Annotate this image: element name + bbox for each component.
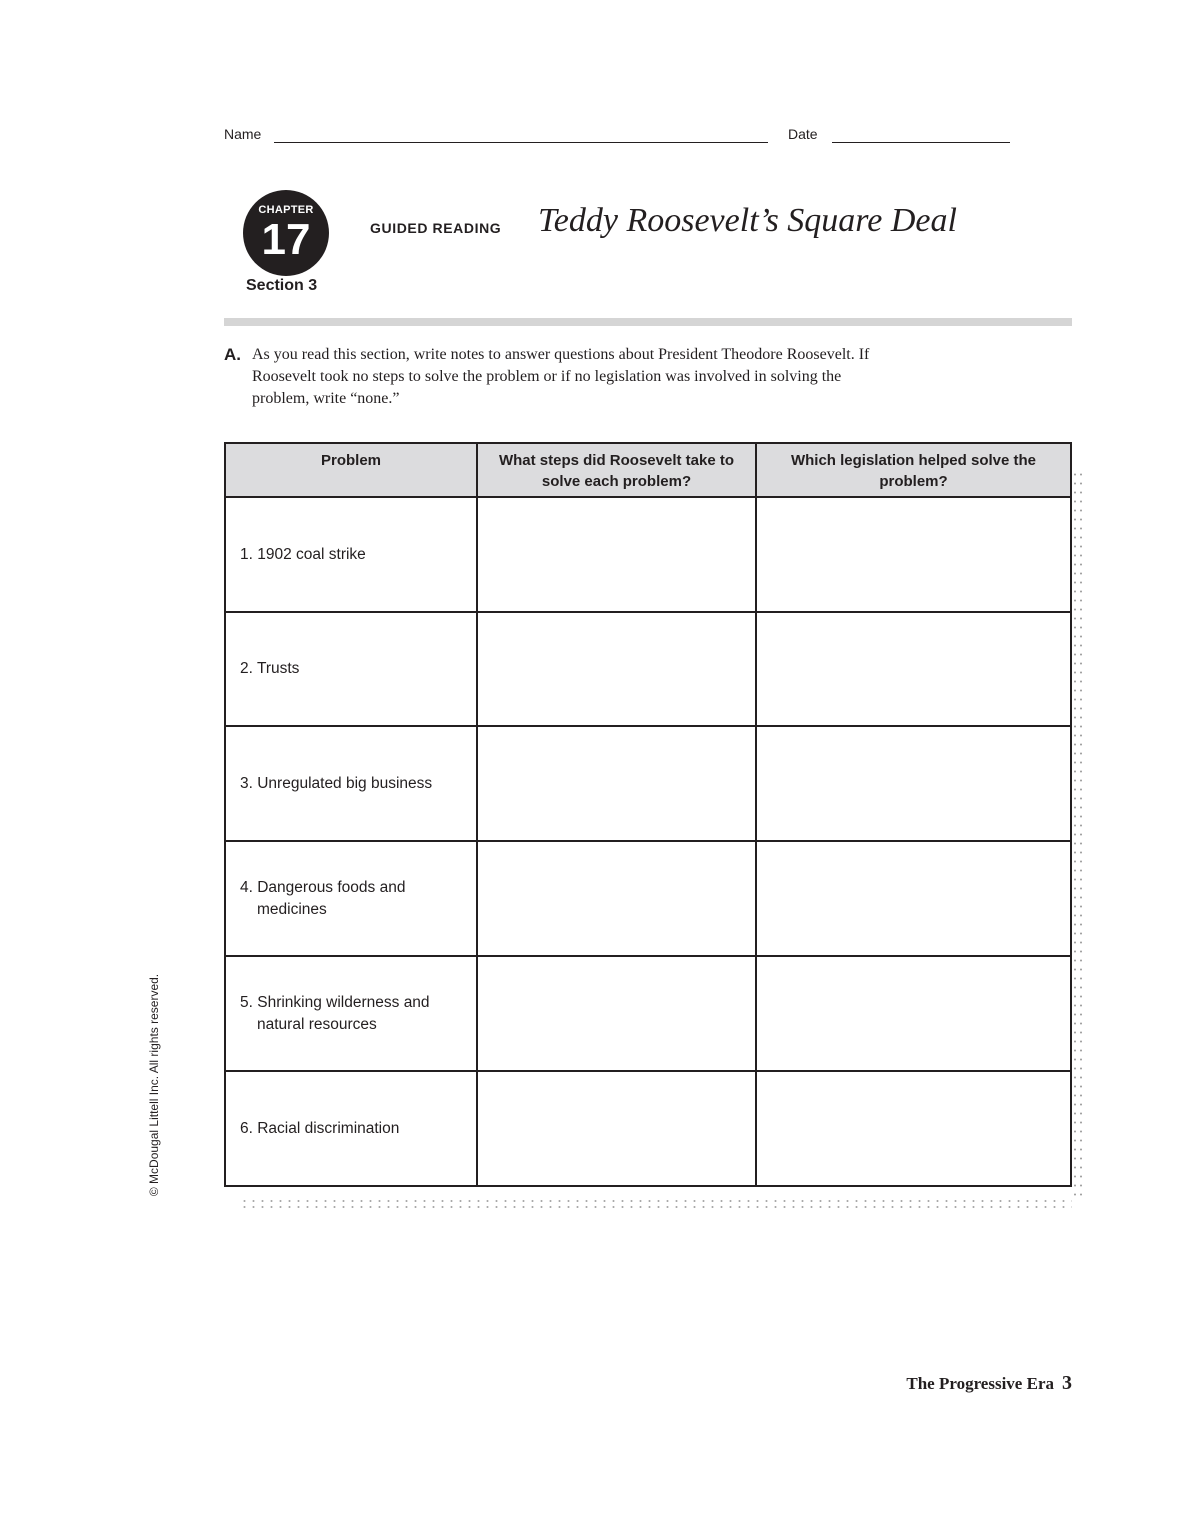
section-label: Section 3 xyxy=(246,277,318,294)
problem-label: 6. Racial discrimination xyxy=(240,1119,400,1137)
guided-reading-label: GUIDED READING xyxy=(370,220,502,236)
problem-label: 3. Unregulated big business xyxy=(240,774,433,792)
steps-cell[interactable] xyxy=(477,612,756,726)
header-legislation: Which legislation helped solve the problem? xyxy=(756,443,1071,497)
page-number: 3 xyxy=(1062,1372,1072,1394)
table-row xyxy=(225,726,1071,841)
scan-speckle-right xyxy=(1072,470,1084,1200)
problem-label: 1. 1902 coal strike xyxy=(240,545,366,563)
problem-label: 5. Shrinking wilderness and natural resources xyxy=(240,993,430,1033)
date-field[interactable] xyxy=(832,142,1010,143)
legislation-cell[interactable] xyxy=(756,1071,1071,1186)
legislation-cell[interactable] xyxy=(756,726,1071,841)
problem-label: 2. Trusts xyxy=(240,660,300,677)
name-date-row xyxy=(224,126,1014,146)
name-label: Name xyxy=(224,126,262,142)
date-label: Date xyxy=(788,126,818,142)
page-footer xyxy=(906,1372,1072,1395)
scan-speckle-bottom xyxy=(240,1198,1072,1210)
steps-cell[interactable] xyxy=(477,841,756,956)
table-row xyxy=(225,841,1071,956)
notes-table xyxy=(224,442,1072,1187)
chapter-badge xyxy=(243,190,329,276)
legislation-cell[interactable] xyxy=(756,956,1071,1071)
steps-cell[interactable] xyxy=(477,726,756,841)
chapter-word: CHAPTER xyxy=(258,204,314,216)
footer-unit: The Progressive Era xyxy=(906,1374,1054,1393)
legislation-cell[interactable] xyxy=(756,497,1071,612)
problem-label: 4. Dangerous foods and medicines xyxy=(240,878,406,918)
header-divider xyxy=(224,318,1072,326)
chapter-number: 17 xyxy=(261,215,311,264)
table-row xyxy=(225,956,1071,1071)
problem-cell xyxy=(225,956,477,1071)
steps-cell[interactable] xyxy=(477,956,756,1071)
header-problem: Problem xyxy=(225,443,477,497)
name-field[interactable] xyxy=(274,142,768,143)
page-title: Teddy Roosevelt’s Square Deal xyxy=(538,202,957,239)
problem-cell xyxy=(225,841,477,956)
problem-cell xyxy=(225,612,477,726)
table-row xyxy=(225,1071,1071,1186)
instructions-letter: A. xyxy=(224,345,241,364)
problem-cell xyxy=(225,497,477,612)
table-header-row xyxy=(225,443,1071,497)
table-row xyxy=(225,497,1071,612)
problem-cell xyxy=(225,1071,477,1186)
header-steps: What steps did Roosevelt take to solve each problem? xyxy=(477,443,756,497)
instructions-text: As you read this section, write notes to answer questions about President Theodore Roosevelt. If Roosevelt took no steps to solve the problem or if no legislation was involved in solving the problem, write “none.” xyxy=(252,346,870,407)
problem-cell xyxy=(225,726,477,841)
table-row xyxy=(225,612,1071,726)
copyright-notice: © McDougal Littell Inc. All rights reserved. xyxy=(147,973,161,1197)
legislation-cell[interactable] xyxy=(756,612,1071,726)
legislation-cell[interactable] xyxy=(756,841,1071,956)
steps-cell[interactable] xyxy=(477,1071,756,1186)
steps-cell[interactable] xyxy=(477,497,756,612)
